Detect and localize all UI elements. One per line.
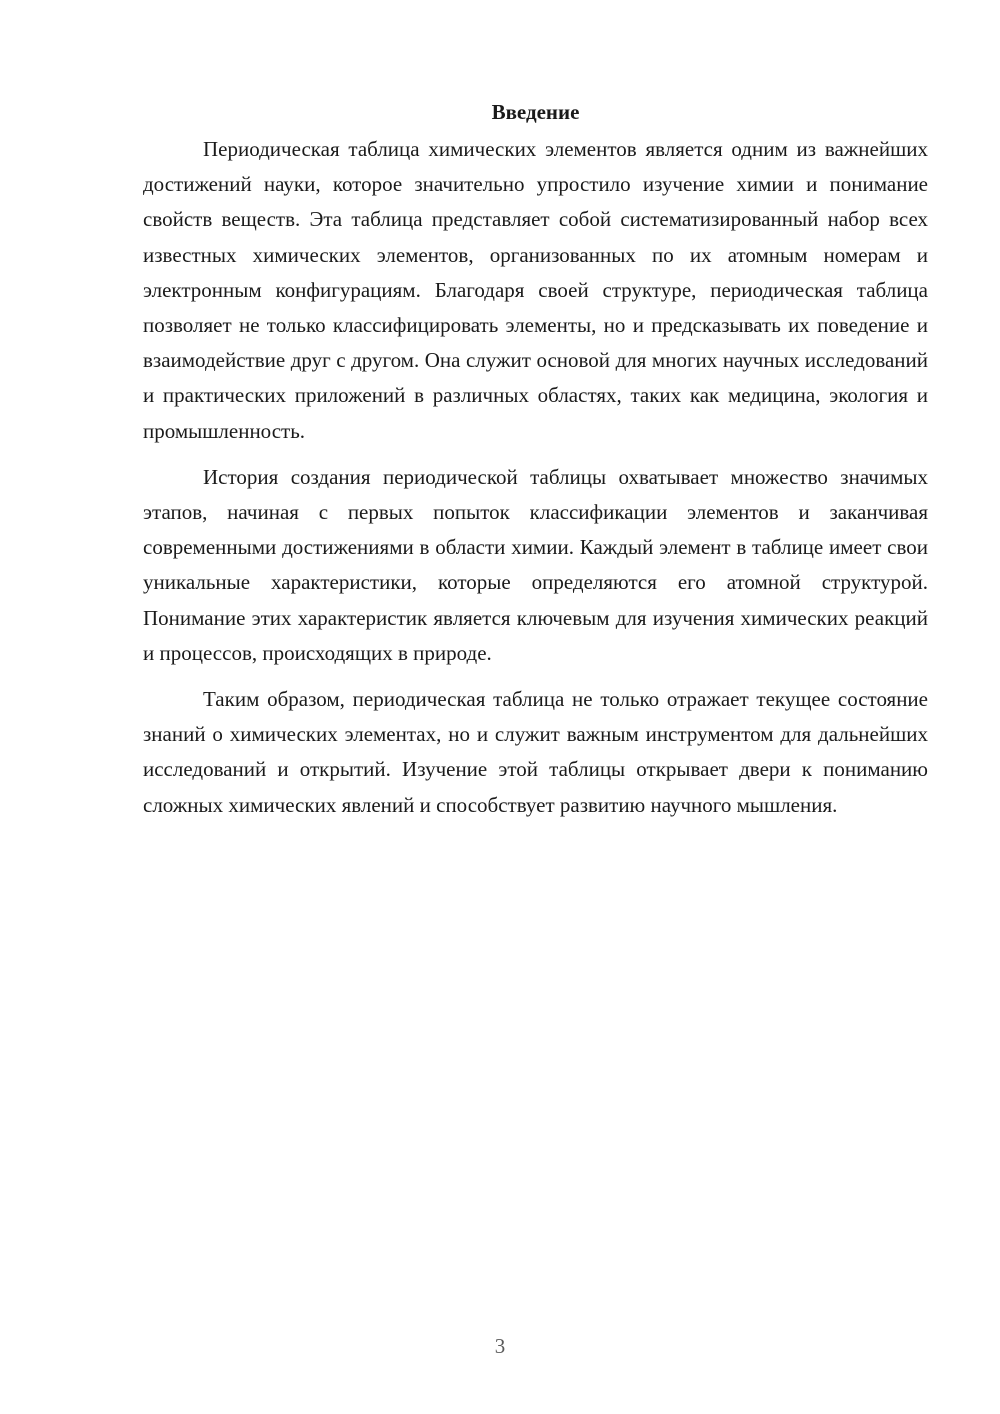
paragraph-2: История создания периодической таблицы охватывает множество значимых этапов, начиная с первых попыток классификации элементов и заканчивая современными достижениями в области химии. Каждый элемент в таблице имеет свои уникальные характеристики, которые определяются его атомной структурой. Понимание этих характеристик является ключевым для изучения химических реакций и процессов, происходящих в природе. (143, 464, 928, 665)
paragraph-3: Таким образом, периодическая таблица не только отражает текущее состояние знаний о химических элементах, но и служит важным инструментом для дальнейших исследований и открытий. Изучение этой таблицы открывает двери к пониманию сложных химических явлений и способствует развитию научного мышления. (143, 687, 928, 817)
section-title: Введение (491, 100, 580, 124)
paragraph-1: Периодическая таблица химических элементов является одним из важнейших достижений науки, которое значительно упростило изучение химии и понимание свойств веществ. Эта таблица представляет собой систематизированный набор всех известных химических элементов, организованных по их атомным номерам и электронным конфигурациям. Благодаря своей структуре, периодическая таблица позволяет не только классифицировать элементы, но и предсказывать их поведение и взаимодействие друг с другом. Она служит основой для многих научных исследований и практических приложений в различных областях, таких как медицина, экология и промышленность. (143, 137, 928, 443)
page-number: 3 (494, 1334, 506, 1358)
page-content (143, 98, 928, 823)
